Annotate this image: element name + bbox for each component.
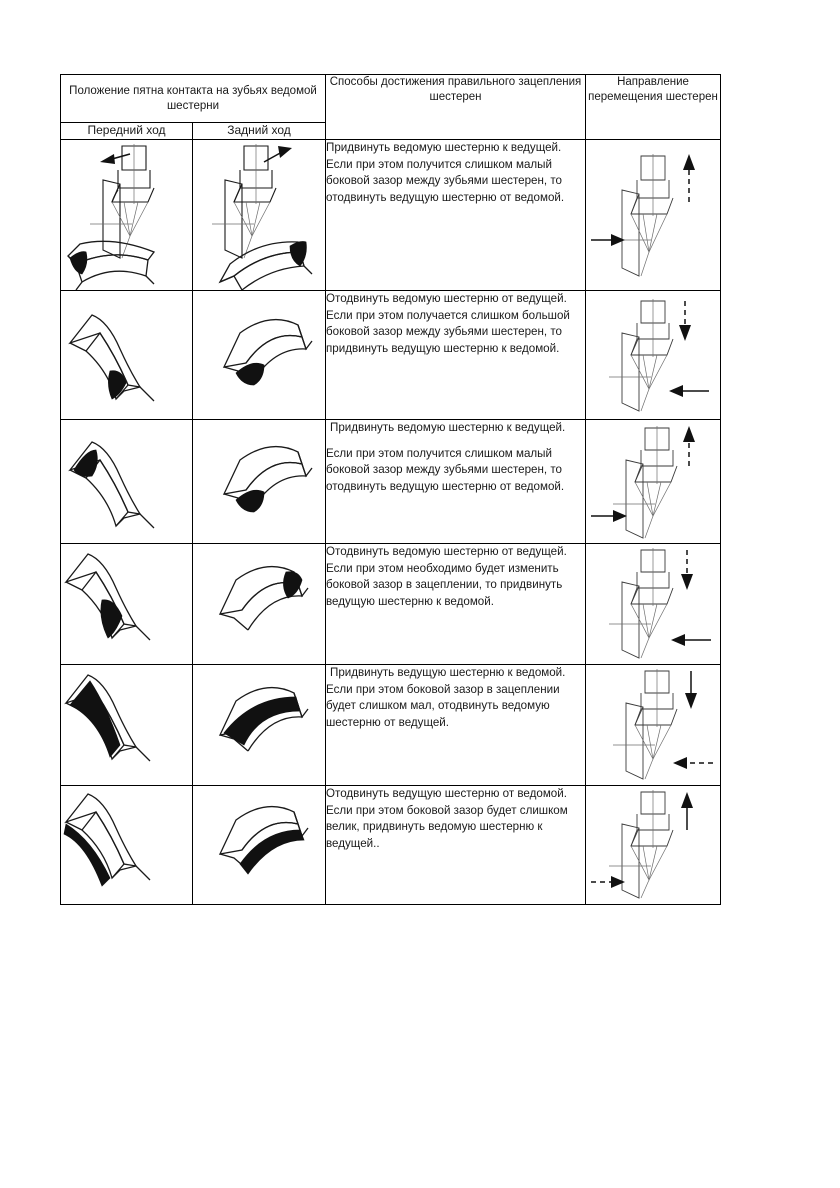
- direction-cell-5: [586, 664, 721, 785]
- gear-pair-outline: [609, 299, 673, 411]
- forward-pattern-cell-2: [61, 290, 193, 419]
- table-row: [61, 543, 721, 664]
- forward-pattern-cell-5: [61, 664, 193, 785]
- gear-pair-outline: [609, 154, 673, 276]
- forward-pattern-cell-3: [61, 419, 193, 543]
- method-paragraph: Отодвинуть ведомую шестерню от ведущей.: [326, 291, 567, 305]
- gear-pair-outline: [609, 548, 673, 658]
- contact-pattern-figure-reverse-3: [194, 420, 324, 535]
- horizontal-move-arrow-right-dashed: [591, 876, 625, 888]
- direction-cell-2: [586, 290, 721, 419]
- contact-pattern-figure-forward-6: [62, 786, 192, 896]
- reverse-pattern-cell-1: [193, 139, 326, 290]
- header-reverse-travel: Задний ход: [193, 123, 326, 140]
- method-paragraph: Придвинуть ведомую шестерню к ведущей.: [326, 140, 562, 154]
- header-contact-position-group: Положение пятна контакта на зубьях ведомой шестерни: [61, 75, 326, 123]
- horizontal-move-arrow-left-solid: [669, 385, 709, 397]
- contact-pattern-figure-forward-3: [62, 420, 192, 535]
- header-forward-travel: Передний ход: [61, 123, 193, 140]
- contact-pattern-figure-reverse-6: [194, 786, 324, 896]
- gear-contact-pattern-table: [60, 74, 721, 905]
- direction-figure-3: [589, 420, 717, 543]
- forward-pattern-cell-6: [61, 785, 193, 904]
- direction-cell-6: [586, 785, 721, 904]
- vertical-move-arrow-up-solid: [681, 792, 693, 830]
- direction-figure-4: [589, 544, 717, 664]
- table-header: [61, 75, 721, 140]
- method-paragraph: Если при этом боковой зазор будет слишком велик, придвинуть ведомую шестерню к ведущей..: [326, 803, 568, 850]
- forward-pattern-cell-1: [61, 139, 193, 290]
- header-direction: Направление перемещения шестерен: [586, 75, 721, 140]
- table-row: [61, 139, 721, 290]
- method-paragraph: Придвинуть ведущую шестерню к ведомой.: [330, 665, 566, 679]
- method-paragraph: Если при этом получится слишком малый боковой зазор между зубьями шестерен, то отодвинуть ведущую шестерню от ведомой.: [326, 157, 565, 204]
- reverse-pattern-cell-4: [193, 543, 326, 664]
- method-paragraph: Если при этом получится слишком малый боковой зазор между зубьями шестерен, то отодвинуть ведущую шестерню от ведомой.: [326, 446, 565, 493]
- direction-figure-6: [589, 786, 717, 904]
- header-methods: Способы достижения правильного зацепления шестерен: [326, 75, 586, 140]
- vertical-move-arrow-up-dashed: [683, 154, 695, 202]
- direction-cell-1: [586, 139, 721, 290]
- reverse-pattern-cell-6: [193, 785, 326, 904]
- method-paragraph: Отодвинуть ведомую шестерню от ведущей.: [326, 544, 567, 558]
- vertical-move-arrow-down-solid: [685, 671, 697, 709]
- reverse-pattern-cell-3: [193, 419, 326, 543]
- horizontal-move-arrow-left-solid: [671, 634, 711, 646]
- table-row: [61, 419, 721, 543]
- method-cell-4: [326, 543, 586, 664]
- method-paragraph: Если при этом боковой зазор в зацеплении будет слишком мал, отодвинуть ведомую шестерню от ведущей.: [326, 682, 560, 729]
- vertical-move-arrow-down-dashed: [679, 301, 691, 341]
- direction-cell-3: [586, 419, 721, 543]
- table-row: [61, 290, 721, 419]
- gear-pair-diagram: [212, 144, 292, 258]
- contact-pattern-figure-reverse-4: [194, 544, 324, 656]
- contact-pattern-figure-reverse-2: [194, 291, 324, 409]
- gear-pair-outline: [613, 426, 677, 538]
- horizontal-move-arrow-right-solid: [591, 234, 625, 246]
- method-cell-1: [326, 139, 586, 290]
- forward-pattern-cell-4: [61, 543, 193, 664]
- method-paragraph: Придвинуть ведомую шестерню к ведущей.: [330, 420, 566, 434]
- direction-cell-4: [586, 543, 721, 664]
- direction-figure-2: [589, 291, 717, 419]
- method-paragraph: Отодвинуть ведущую шестерню от ведомой.: [326, 786, 567, 800]
- contact-pattern-figure-forward-1: [62, 140, 192, 290]
- contact-pattern-figure-forward-5: [62, 665, 192, 777]
- tooth-contact-pattern: [220, 241, 312, 290]
- method-cell-6: [326, 785, 586, 904]
- contact-pattern-figure-forward-4: [62, 544, 192, 656]
- method-cell-3: [326, 419, 586, 543]
- method-paragraph: Если при этом необходимо будет изменить боковой зазор в зацеплении, то придвинуть ведущую шестерню к ведомой.: [326, 561, 563, 608]
- reverse-pattern-cell-2: [193, 290, 326, 419]
- horizontal-move-arrow-left-dashed: [673, 757, 713, 769]
- tooth-contact-pattern: [68, 241, 154, 290]
- direction-figure-1: [589, 140, 717, 290]
- gear-pair-outline: [613, 669, 677, 779]
- header-row-main: [61, 75, 721, 123]
- table-body: [61, 139, 721, 904]
- reverse-pattern-cell-5: [193, 664, 326, 785]
- direction-figure-5: [589, 665, 717, 785]
- horizontal-move-arrow-right-solid: [591, 510, 627, 522]
- method-paragraph: Если при этом получается слишком большой боковой зазор между зубьями шестерен, то придвинуть ведущую шестерню к ведомой.: [326, 308, 570, 355]
- method-cell-2: [326, 290, 586, 419]
- contact-pattern-figure-forward-2: [62, 291, 192, 409]
- contact-pattern-figure-reverse-1: [194, 140, 324, 290]
- method-cell-5: [326, 664, 586, 785]
- table-row: [61, 785, 721, 904]
- vertical-move-arrow-down-dashed: [681, 550, 693, 590]
- table-row: [61, 664, 721, 785]
- vertical-move-arrow-up-dashed: [683, 426, 695, 466]
- contact-pattern-figure-reverse-5: [194, 665, 324, 777]
